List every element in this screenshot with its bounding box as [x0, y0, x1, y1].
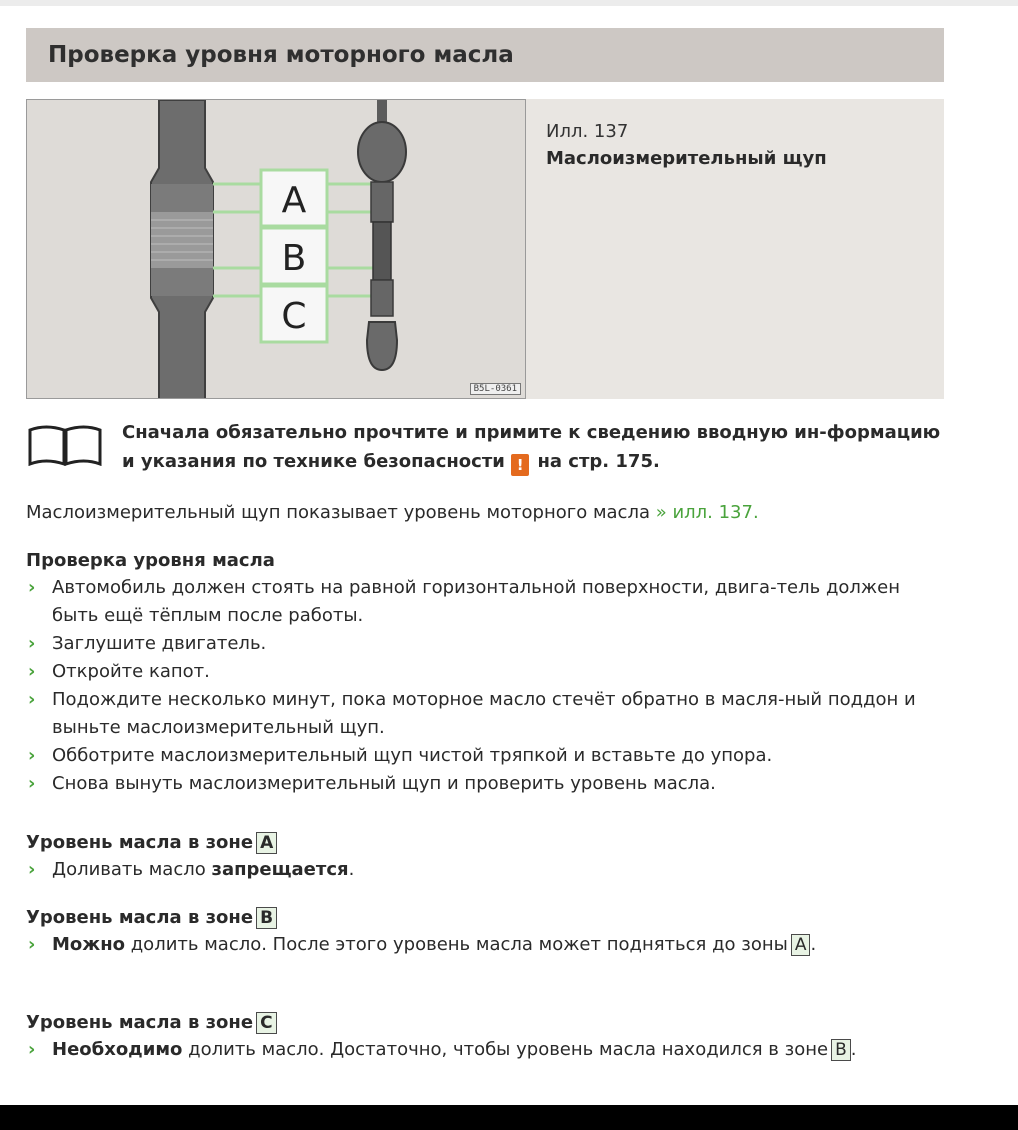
zone-a-section: [26, 830, 946, 884]
notice-text: [122, 418, 942, 476]
dipstick-drawing: [27, 100, 526, 399]
intro-paragraph: [26, 502, 759, 523]
label-b: B: [281, 238, 307, 279]
bottom-bar: [0, 1105, 1018, 1130]
dipstick-illustration: [26, 99, 526, 399]
intro-text: Маслоизмерительный щуп показывает уровень моторного масла: [26, 502, 650, 523]
dipstick-segment-3: [371, 280, 393, 316]
bullet-arrow-icon: ›: [28, 661, 36, 682]
warning-icon: !: [511, 454, 529, 476]
zone-b-badge: B: [256, 907, 277, 929]
page-title-text: Проверка уровня моторного масла: [48, 42, 514, 68]
zone-a-band: [151, 184, 213, 212]
figure-number: Илл. 137: [546, 121, 629, 142]
top-edge: [0, 0, 1018, 6]
bullet-arrow-icon: ›: [28, 859, 36, 880]
bullet-arrow-icon: ›: [28, 689, 36, 710]
dipstick-handle: [358, 122, 406, 182]
figure-caption: [526, 99, 944, 399]
page-title: [26, 28, 944, 82]
zone-ref-b: B: [831, 1039, 851, 1061]
bullet-arrow-icon: ›: [28, 934, 36, 955]
zone-a-badge: A: [256, 832, 277, 854]
check-section: [26, 548, 946, 798]
step-item: › Автомобиль должен стоять на равной горизонтальной поверхности, двига-тель должен быть ещё тёплым после работы.: [26, 574, 946, 630]
zone-c-badge: C: [256, 1012, 276, 1034]
step-item: › Обботрите маслоизмерительный щуп чистой тряпкой и вставьте до упора.: [26, 742, 946, 770]
bullet-arrow-icon: ›: [28, 773, 36, 794]
safety-notice: [26, 418, 944, 488]
zone-a-item: › Доливать масло запрещается.: [26, 856, 946, 884]
check-title: Проверка уровня масла: [26, 550, 275, 571]
step-item: › Заглушите двигатель.: [26, 630, 946, 658]
bullet-arrow-icon: ›: [28, 577, 36, 598]
step-item: › Откройте капот.: [26, 658, 946, 686]
zone-c-section: [26, 1010, 946, 1064]
bullet-arrow-icon: ›: [28, 745, 36, 766]
label-c: C: [281, 296, 307, 337]
dipstick-tip: [367, 322, 397, 370]
zone-b-item: › Можно долить масло. После этого уровень масла может подняться до зоны A .: [26, 931, 946, 959]
figure-title: Маслоизмерительный щуп: [546, 148, 827, 169]
intro-end: .: [752, 502, 759, 523]
figure-link[interactable]: » илл. 137: [655, 502, 753, 523]
zone-c-title: Уровень масла в зоне C: [26, 1010, 946, 1036]
dipstick-segment-1: [371, 182, 393, 222]
label-a: A: [281, 180, 307, 221]
zone-c-item: › Необходимо долить масло. Достаточно, чтобы уровень масла находился в зоне B .: [26, 1036, 946, 1064]
zone-b-section: [26, 905, 946, 959]
figure-code: B5L-0361: [470, 383, 521, 395]
step-item: › Снова вынуть маслоизмерительный щуп и проверить уровень масла.: [26, 770, 946, 798]
bullet-arrow-icon: ›: [28, 1039, 36, 1060]
notice-page-ref: на стр. 175.: [537, 451, 660, 472]
dipstick-segment-2: [373, 222, 391, 280]
zone-ref-a: A: [791, 934, 811, 956]
book-icon: [26, 422, 104, 466]
zone-c-band: [151, 268, 213, 296]
bullet-arrow-icon: ›: [28, 633, 36, 654]
zone-a-title: Уровень масла в зоне A: [26, 830, 946, 856]
step-item: › Подождите несколько минут, пока моторное масло стечёт обратно в масля-ный поддон и выньте маслоизмерительный щуп.: [26, 686, 946, 742]
zone-b-title: Уровень масла в зоне B: [26, 905, 946, 931]
notice-text-main: Сначала обязательно прочтите и примите к сведению вводную ин-формацию и указания по технике безопасности: [122, 422, 941, 472]
